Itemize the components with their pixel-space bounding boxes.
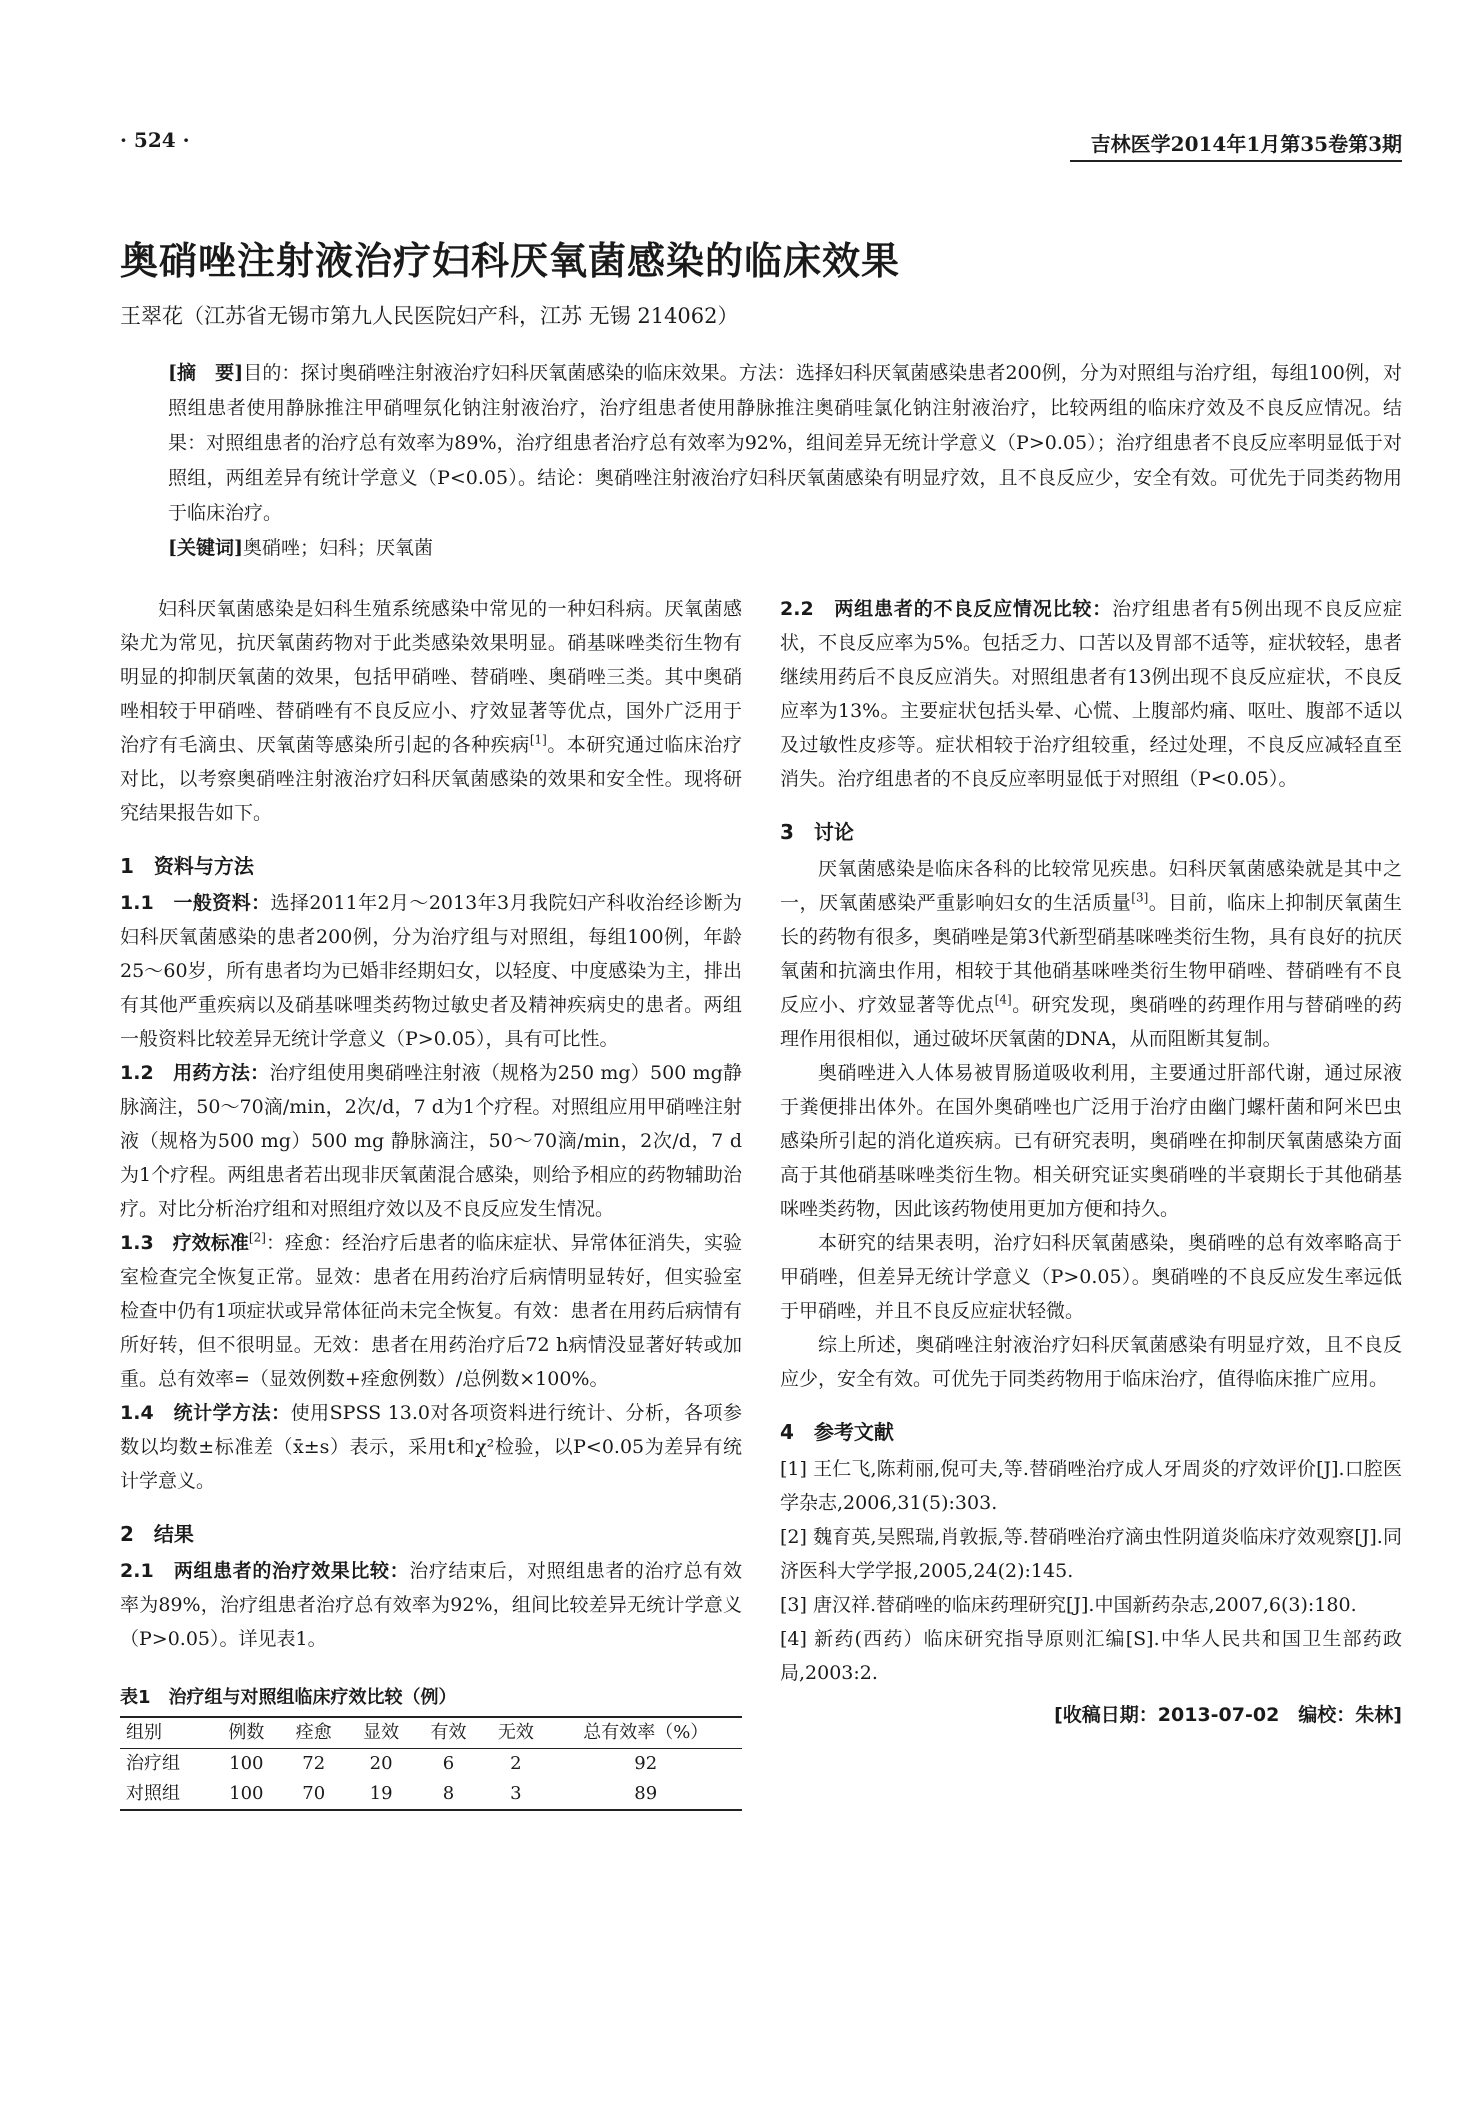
- left-column: [120, 592, 742, 1811]
- paragraph-text: ：痊愈：经治疗后患者的临床症状、异常体征消失，实验室检查完全恢复正常。显效：患者在用药治疗后病情明显转好，但实验室检查中仍有1项症状或异常体征尚未完全恢复。有效：患者在用药后病情有所好转，但不很明显。无效：患者在用药治疗后72 h病情没显著好转或加重。总有效率=（显效例数+痊愈例数）/总例数×100%。: [120, 1232, 742, 1390]
- reference-item: [1] 王仁飞,陈莉丽,倪可夫,等.替硝唑治疗成人牙周炎的疗效评价[J].口腔医学杂志,2006,31(5):303.: [780, 1458, 1402, 1514]
- table-row: [120, 1749, 742, 1780]
- abstract-text: 目的：探讨奥硝唑注射液治疗妇科厌氧菌感染的临床效果。方法：选择妇科厌氧菌感染患者200例，分为对照组与治疗组，每组100例，对照组患者使用静脉推注甲硝哩氛化钠注射液治疗，治疗组患者使用静脉推注奥硝哇氯化钠注射液治疗，比较两组的临床疗效及不良反应情况。结果：对照组患者的治疗总有效率为89%，治疗组患者治疗总有效率为92%，组间差异无统计学意义（P>0.05）；治疗组患者不良反应率明显低于对照组，两组差异有统计学意义（P<0.05）。结论：奥硝唑注射液治疗妇科厌氧菌感染有明显疗效，且不良反应少，安全有效。可优先于同类药物用于临床治疗。: [168, 362, 1402, 524]
- subsection-label: 1.4 统计学方法：: [120, 1402, 291, 1424]
- intro-text-tail: 。本研究通过临床治疗对比，以考察奥硝唑注射液治疗妇科厌氧菌感染的效果和安全性。现将研究结果报告如下。: [120, 734, 742, 824]
- table-header-cell: 无效: [497, 1722, 534, 1743]
- reference-item: [3] 唐汉祥.替硝唑的临床药理研究[J].中国新药杂志,2007,6(3):180.: [780, 1594, 1357, 1616]
- reference-list: [780, 1452, 1402, 1690]
- paragraph-text: 治疗组患者有5例出现不良反应症状，不良反应率为5%。包括乏力、口苦以及胃部不适等，症状较轻，患者继续用药后不良反应消失。对照组患者有13例出现不良反应症状，不良反应率为13%。主要症状包括头晕、心慌、上腹部灼痛、呕吐、腹部不适以及过敏性皮疹等。症状相较于治疗组较重，经过处理，不良反应减轻直至消失。治疗组患者的不良反应率明显低于对照组（P<0.05）。: [780, 598, 1402, 790]
- discussion-paragraph-3: 本研究的结果表明，治疗妇科厌氧菌感染，奥硝唑的总有效率略高于甲硝唑，但差异无统计学意义（P>0.05）。奥硝唑的不良反应发生率远低于甲硝唑，并且不良反应症状轻微。: [780, 1232, 1402, 1322]
- discussion-paragraph-4: 综上所述，奥硝唑注射液治疗妇科厌氧菌感染有明显疗效，且不良反应少，安全有效。可优先于同类药物用于临床治疗，值得临床推广应用。: [780, 1334, 1402, 1390]
- reference-item: [2] 魏育英,吴熙瑞,肖敦振,等.替硝唑治疗滴虫性阴道炎临床疗效观察[J].同济医科大学学报,2005,24(2):145.: [780, 1526, 1402, 1582]
- subsection-label: 1.3 疗效标准: [120, 1232, 249, 1254]
- table-cell: 19: [369, 1783, 393, 1804]
- paragraph-1-2: [120, 1056, 742, 1226]
- paragraph-text: 治疗结束后，对照组患者的治疗总有效率为89%，治疗组患者治疗总有效率为92%，组间比较差异无统计学意义（P>0.05）。详见表1。: [120, 1560, 742, 1650]
- paragraph-text: 治疗组使用奥硝唑注射液（规格为250 mg）500 mg静脉滴注，50～70滴/min，2次/d，7 d为1个疗程。对照组应用甲硝唑注射液（规格为500 mg）500 mg 静脉滴注，50～70滴/min，2次/d，7 d为1个疗程。两组患者若出现非厌氧菌混合感染，则给予相应的药物辅助治疗。对比分析治疗组和对照组疗效以及不良反应发生情况。: [120, 1062, 742, 1220]
- table-cell: 2: [510, 1753, 522, 1774]
- keywords-text: 奥硝唑；妇科；厌氧菌: [242, 537, 433, 559]
- paragraph-2-1: [120, 1554, 742, 1656]
- header-rule: [1070, 160, 1402, 162]
- table-header-cell: 组别: [126, 1722, 162, 1743]
- table-caption: 表1 治疗组与对照组临床疗效比较（例）: [120, 1687, 457, 1708]
- table-1: [120, 1684, 742, 1811]
- intro-text: 妇科厌氧菌感染是妇科生殖系统感染中常见的一种妇科病。厌氧菌感染尤为常见，抗厌氧菌药物对于此类感染效果明显。硝基咪唑类衍生物有明显的抑制厌氧菌的效果，包括甲硝唑、替硝唑、奥硝唑三类。其中奥硝唑相较于甲硝唑、替硝唑有不良反应小、疗效显著等优点，国外广泛用于治疗有毛滴虫、厌氧菌等感染所引起的各种疾病: [120, 598, 742, 756]
- abstract-body: [168, 356, 1402, 531]
- table-header-cell: 例数: [228, 1722, 265, 1743]
- discussion-paragraph-1: [780, 852, 1402, 1056]
- table-cell: 100: [229, 1783, 264, 1804]
- table-cell: 6: [442, 1753, 455, 1774]
- intro-paragraph: [120, 592, 742, 830]
- citation-ref: [4]: [994, 992, 1012, 1007]
- running-header: [120, 128, 1402, 164]
- citation-ref: [1]: [529, 732, 547, 747]
- citation-ref: [2]: [248, 1230, 266, 1245]
- citation-ref: [3]: [1131, 890, 1149, 905]
- paragraph-text: 选择2011年2月～2013年3月我院妇产科收治经诊断为妇科厌氧菌感染的患者200例，分为治疗组与对照组，每组100例，年龄25～60岁，所有患者均为已婚非经期妇女，以轻度、中度感染为主，排出有其他严重疾病以及硝基咪哩类药物过敏史者及精神疾病史的患者。两组一般资料比较差异无统计学意义（P>0.05），具有可比性。: [120, 892, 742, 1050]
- paragraph-1-4: [120, 1396, 742, 1498]
- paragraph-text: 厌氧菌感染是临床各科的比较常见疾患。妇科厌氧菌感染就是其中之一，厌氧菌感染严重影响妇女的生活质量: [780, 858, 1402, 914]
- section-heading-methods: 1 资料与方法: [120, 854, 254, 878]
- table-header-cell: 有效: [430, 1722, 467, 1743]
- table-cell: 100: [229, 1753, 264, 1774]
- subsection-label: 2.2 两组患者的不良反应情况比较：: [780, 598, 1113, 620]
- table-cell: 20: [369, 1753, 393, 1774]
- paragraph-text: 。研究发现，奥硝唑的药理作用与替硝唑的药理作用很相似，通过破坏厌氧菌的DNA，从而阻断其复制。: [780, 994, 1402, 1050]
- paragraph-text: 使用SPSS 13.0对各项资料进行统计、分析，各项参数以均数±标准差（x̄±s）表示，采用t和χ²检验，以P<0.05为差异有统计学意义。: [120, 1402, 742, 1492]
- right-column: [780, 592, 1402, 1732]
- paragraph-1-1: [120, 886, 742, 1056]
- journal-name: 吉林医学2014年1月第35卷第3期: [1090, 132, 1402, 156]
- paragraph-1-3: [120, 1226, 742, 1396]
- paragraph-2-2: [780, 592, 1402, 796]
- author-affiliation: 王翠花（江苏省无锡市第九人民医院妇产科，江苏 无锡 214062）: [120, 304, 739, 328]
- keywords-label: [关键词]: [168, 537, 243, 559]
- table-cell: 对照组: [126, 1783, 180, 1804]
- table-header-cell: 痊愈: [295, 1722, 332, 1743]
- table-cell: 3: [510, 1783, 522, 1804]
- table-cell: 8: [442, 1783, 455, 1804]
- table-cell: 70: [302, 1783, 326, 1804]
- page-number: · 524 ·: [120, 128, 190, 152]
- reference-item: [4] 新药(西药）临床研究指导原则汇编[S].中华人民共和国卫生部药政局,2003:2.: [780, 1628, 1402, 1684]
- abstract: [168, 356, 1402, 566]
- article-title: 奥硝唑注射液治疗妇科厌氧菌感染的临床效果: [120, 239, 901, 283]
- table-header-cell: 显效: [363, 1722, 400, 1743]
- subsection-label: 1.1 一般资料：: [120, 892, 271, 914]
- table-cell: 72: [302, 1753, 326, 1774]
- table-header-cell: 总有效率（%）: [583, 1722, 709, 1743]
- section-heading-discussion: 3 讨论: [780, 820, 854, 844]
- table-cell: 89: [634, 1783, 658, 1804]
- table-cell: 治疗组: [126, 1753, 180, 1774]
- section-heading-results: 2 结果: [120, 1522, 194, 1546]
- received-date: [收稿日期：2013-07-02 编校：朱林]: [1054, 1704, 1402, 1726]
- abstract-label: [摘 要]: [168, 362, 244, 384]
- results-table: [120, 1716, 742, 1811]
- table-header-row: [120, 1717, 742, 1749]
- keywords: [168, 531, 1402, 566]
- discussion-paragraph-2: 奥硝唑进入人体易被胃肠道吸收利用，主要通过肝部代谢，通过尿液于粪便排出体外。在国外奥硝唑也广泛用于治疗由幽门螺杆菌和阿米巴虫感染所引起的消化道疾病。已有研究表明，奥硝唑在抑制厌氧菌感染方面高于其他硝基咪唑类衍生物。相关研究证实奥硝唑的半衰期长于其他硝基咪唑类药物，因此该药物使用更加方便和持久。: [780, 1062, 1402, 1220]
- subsection-label: 2.1 两组患者的治疗效果比较：: [120, 1560, 410, 1582]
- paragraph-text: 。目前，临床上抑制厌氧菌生长的药物有很多，奥硝唑是第3代新型硝基咪唑类衍生物，具有良好的抗厌氧菌和抗滴虫作用，相较于其他硝基咪唑类衍生物甲硝唑、替硝唑有不良反应小、疗效显著等优点: [780, 892, 1402, 1016]
- section-heading-references: 4 参考文献: [780, 1420, 894, 1444]
- subsection-label: 1.2 用药方法：: [120, 1062, 270, 1084]
- table-row: [120, 1779, 742, 1810]
- table-cell: 92: [634, 1753, 658, 1774]
